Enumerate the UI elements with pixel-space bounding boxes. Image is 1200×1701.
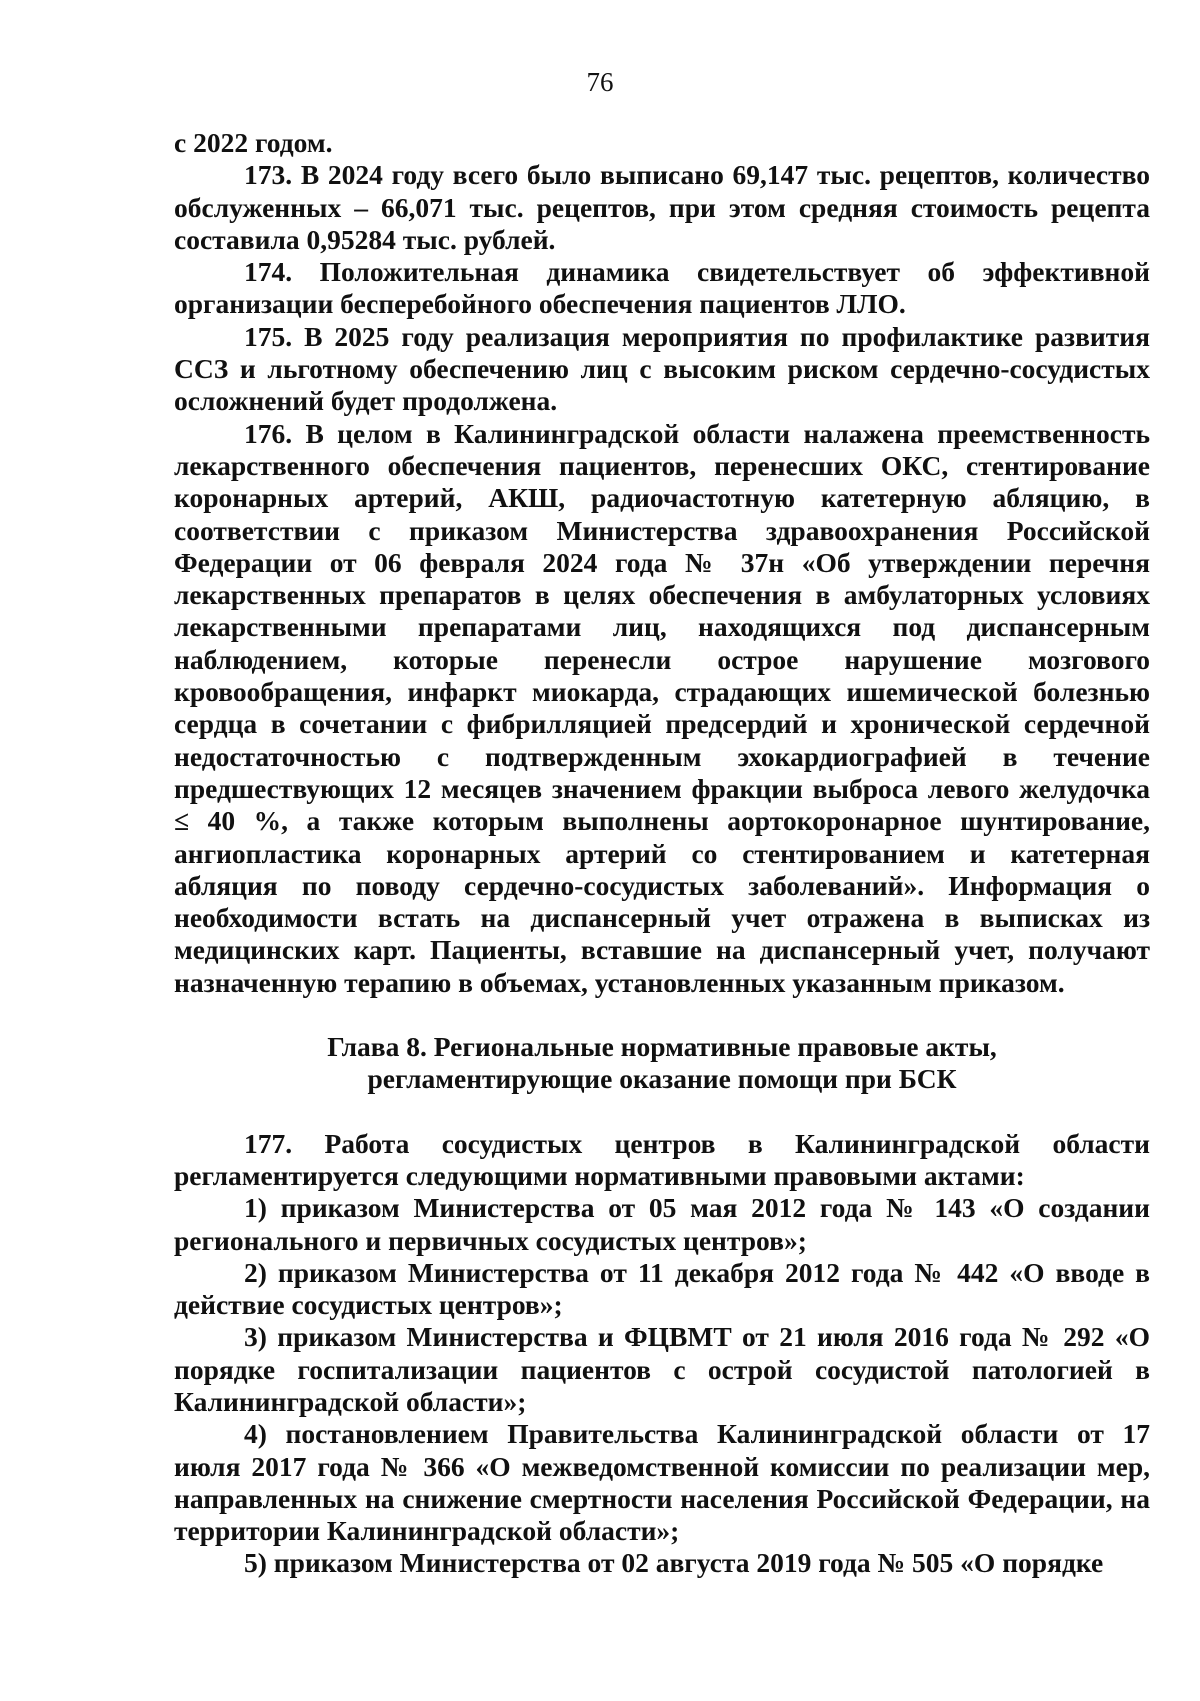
paragraph-173: 173. В 2024 году всего было выписано 69,147 тыс. рецептов, количество обслуженных – 66,071 тыс. рецептов, при этом средняя стоимость рецепта составила 0,95284 тыс. рублей. [174, 159, 1150, 255]
chapter-heading-line-2: регламентирующие оказание помощи при БСК [367, 1063, 957, 1095]
list-item-4: 4) постановлением Правительства Калининградской области от 17 июля 2017 года № 366 «О межведомственной комиссии по реализации мер, направленных на снижение смертности населения Российской Федерации, на территории Калининградской области»; [174, 1418, 1150, 1547]
paragraph-176: 176. В целом в Калининградской области налажена преемственность лекарственного обеспечения пациентов, перенесших ОКС, стентирование коронарных артерий, АКШ, радиочастотную катетерную абляцию, в соответствии с приказом Министерства здравоохранения Российской Федерации от 06 февраля 2024 года № 37н «Об утверждении перечня лекарственных препаратов в целях обеспечения в амбулаторных условиях лекарственными препаратами лиц, находящихся под диспансерным наблюдением, которые перенесли острое нарушение мозгового кровообращения, инфаркт миокарда, страдающих ишемической болезнью сердца в сочетании с фибрилляцией предсердий и хронической сердечной недостаточностью с подтвержденным эхокардиографией в течение предшествующих 12 месяцев значением фракции выброса левого желудочка ≤ 40 %, а также которым выполнены аортокоронарное шунтирование, ангиопластика коронарных артерий со стентированием и катетерная абляция по поводу сердечно-сосудистых заболеваний». Информация о необходимости встать на диспансерный учет отражена в выписках из медицинских карт. Пациенты, вставшие на диспансерный учет, получают назначенную терапию в объемах, установленных указанным приказом. [174, 417, 1150, 998]
paragraph-174: 174. Положительная динамика свидетельствует об эффективной организации бесперебойного обеспечения пациентов ЛЛО. [174, 256, 1150, 320]
paragraph-177: 177. Работа сосудистых центров в Калининградской области регламентируется следующими нормативными правовыми актами: [174, 1127, 1150, 1191]
page-number: 76 [586, 67, 614, 97]
list-item-2: 2) приказом Министерства от 11 декабря 2012 года № 442 «О вводе в действие сосудистых центров»; [174, 1256, 1150, 1321]
list-item-1: 1) приказом Министерства от 05 мая 2012 года № 143 «О создании регионального и первичных сосудистых центров»; [174, 1192, 1150, 1256]
paragraph-continuation: с 2022 годом. [174, 127, 333, 158]
list-item-5: 5) приказом Министерства от 02 августа 2019 года № 505 «О порядке [244, 1547, 1104, 1579]
paragraph-175: 175. В 2025 году реализация мероприятия по профилактике развития ССЗ и льготному обеспечению лиц с высоким риском сердечно-сосудистых осложнений будет продолжена. [174, 320, 1150, 417]
document-body [174, 127, 1150, 1580]
chapter-heading [174, 1031, 1150, 1096]
chapter-heading-line-1: Глава 8. Региональные нормативные правовые акты, [327, 1031, 997, 1063]
list-item-3: 3) приказом Министерства и ФЦВМТ от 21 июля 2016 года № 292 «О порядке госпитализации пациентов с острой сосудистой патологией в Калининградской области»; [174, 1321, 1150, 1417]
